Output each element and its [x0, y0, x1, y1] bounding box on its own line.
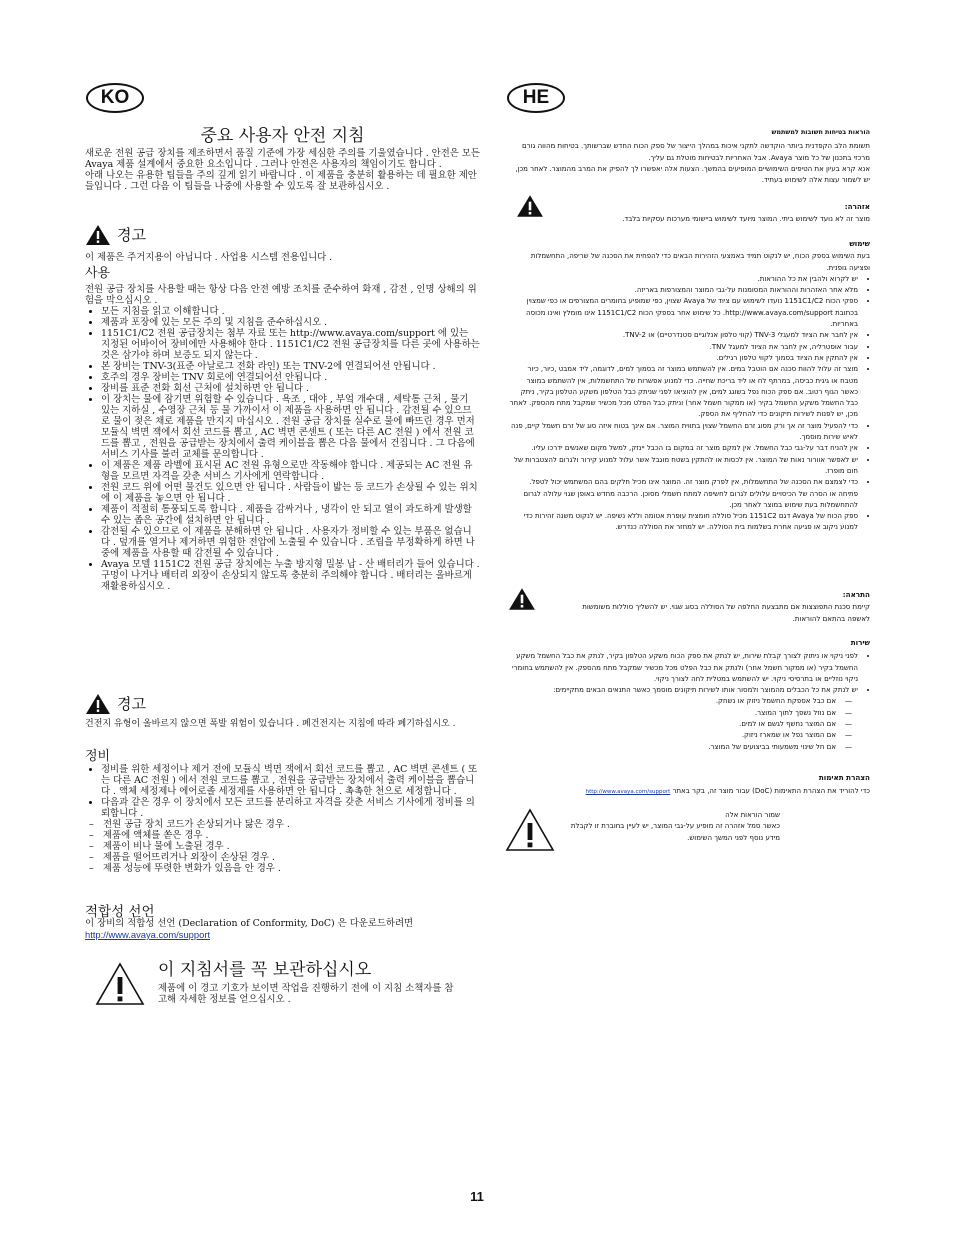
ko-keep-text: 제품에 이 경고 기호가 보이면 작업을 진행하기 전에 이 지침 소책자를 참고해 자세한 정보를 얻으십시오 .	[158, 983, 454, 1005]
ko-warning-2-title: 경고	[117, 694, 146, 713]
he-conformity-section	[508, 772, 870, 799]
ko-keep-title: 이 지침서를 꼭 보관하십시오	[158, 960, 372, 980]
list-item: • 1151C1/C2 전원 공급장치는 첨부 자료 또는 http://www.avaya.com/support 에 있는 지정된 어바이어 장비에만 사용해야 한다 . 1151C1/C2 전원 공급장치를 다른 곳에 사용하는 것은 삼가야 하며 보증도 되지 않는다 .	[101, 328, 480, 361]
list-item: • אין להתקין את הציוד בסמוך לקווי טלפון רגילים.	[508, 353, 858, 364]
warning-triangle-icon	[85, 224, 111, 246]
ko-conformity-text: 이 장비의 적합성 선언 (Declaration of Conformity, DoC) 은 다운로드하려면	[85, 918, 414, 929]
caution-exclamation-icon	[505, 808, 555, 852]
ko-service-cases	[85, 819, 480, 874]
ko-page-title: 중요 사용자 안전 지침	[200, 126, 365, 146]
list-item: • 본 장비는 TNV-3(표준 아날로그 전화 라인) 또는 TNV-2에 연결되어선 안됩니다 .	[101, 361, 480, 372]
ko-intro-paragraph-2: 아래 나오는 유용한 팁들을 주의 깊게 읽기 바랍니다 . 이 제품을 충분히 활용하는 데 필요한 제안들입니다 . 그런 다음 이 팁들을 나중에 사용할 수 있도록 잘 보관하십시오 .	[85, 170, 477, 192]
he-usage-title: שימוש	[849, 239, 870, 248]
he-service-list	[508, 651, 870, 696]
ko-warning-2	[85, 693, 480, 730]
list-item: • מלא אחר האזהרות וההוראות המסומנות על-גבי המוצר והמצורפות באריזה.	[508, 285, 858, 296]
list-item: • 감전될 수 있으므로 이 제품을 분해하면 안 됩니다 . 사용자가 정비할 수 있는 부품은 없습니다 . 덮개를 열거나 제거하면 위험한 전압에 노출될 수 있습니다 . 조립을 부정확하게 하면 나중에 제품을 사용할 때 감전될 수 있습니다 .	[101, 526, 480, 559]
list-item: • יש לקרוא ולהבין את כל ההוראות.	[508, 274, 858, 285]
ko-warning-1-title: 경고	[117, 225, 146, 244]
list-item: — אם חל שינוי משמעותי בביצועים של המוצר.	[508, 742, 836, 753]
list-item: • 정비를 위한 세정이나 제거 전에 모듈식 벽면 잭에서 회선 코드를 뽑고 , AC 벽면 콘센트 ( 또는 다른 AC 전원 ) 에서 전원 코드를 뽑고 , 전원을 공급받는 장치에서 출력 케이블을 뽑습니다 . 액체 세정제나 에어로졸 세정제를 사용하면 안 됩니다 . 촉촉한 천으로 세정합니다 .	[101, 764, 480, 797]
language-badge-he: HE	[507, 83, 565, 113]
ko-warning-1-heading	[85, 224, 480, 246]
list-item: • אין להניח דבר על-גבי כבל החשמל. אין למקם מוצר זה במקום בו הכבל יינזק, למשל מקום שאנשים ידרכו עליו.	[508, 443, 858, 454]
ko-warning-1-text: 이 제품은 주거지용이 아닙니다 . 사업용 시스템 전용입니다 .	[85, 252, 333, 263]
ko-conformity-section	[85, 904, 480, 941]
list-item: • כדי להפעיל מוצר זה אך ורק מסוג זרם החשמל שצוין בתווית המוצר. אם אינך בטוח איזה סוג של זרם חשמל קיים, פנה לאיש שירות מוסמך.	[508, 421, 858, 444]
he-usage-section	[508, 238, 870, 534]
list-item: • עבור אוסטרליה, אין לחבר את הציוד למעגל TNV.	[508, 342, 858, 353]
ko-intro-paragraph-1: 새로운 전원 공급 장치를 제조하면서 품질 기준에 가장 세심한 주의를 기울였습니다 . 안전은 모든 Avaya 제품 설계에서 중요한 요소입니다 . 그러나 안전은 사용자의 책임이기도 합니다 .	[85, 148, 480, 170]
ko-warning-2-heading	[85, 693, 480, 715]
list-item: • 제품이 적절히 통풍되도록 합니다 . 제품을 감싸거나 , 냉각이 안 되고 열이 과도하게 발생할 수 있는 좁은 공간에 설치하면 안 됩니다 .	[101, 504, 480, 526]
list-item: — אם נוזל נשפך לתוך המוצר.	[508, 708, 836, 719]
he-warning-1-title: אזהרה:	[844, 202, 870, 211]
he-intro-paragraph-1: תשומת הלב הקפדנית ביותר הוקדשה לתקני איכות במהלך הייצור של ספק הכוח החדש שברשותך. בטיחות מהווה גורם מרכזי בתכנון של כל מוצר Avaya. אבל האחריות לבטיחות מוטלת גם עליך.	[521, 142, 870, 162]
he-conformity-link[interactable]: http://www.avaya.com/support	[585, 789, 671, 796]
he-service-title: שירות	[850, 638, 870, 647]
list-item: • 모든 지침을 읽고 이해합니다 .	[101, 306, 480, 317]
list-item: – 제품에 액체를 쏟은 경우 .	[103, 830, 480, 841]
list-item: • 이 장치는 물에 잠기면 위험할 수 있습니다 . 욕조 , 대야 , 부엌 개수대 , 세탁통 근처 , 물기 있는 지하실 , 수영장 근처 등 물 가까이서 이 제품을 사용하면 안 됩니다 . 감전될 수 있으므로 물이 젖은 채로 제품을 만지지 마십시오 . 전원 공급 장치를 실수로 물에 빠뜨린 경우 먼저 모듈식 벽면 잭에서 회선 코드를 뽑고 , AC 벽면 콘센트 ( 또는 다른 AC 전원 ) 에서 전원 코드를 뽑고 , 전원을 공급받는 장치에서 출력 케이블을 뽑은 다음 물에서 건집니다 . 그 다음에 서비스 기사를 불러 교체를 문의합니다 .	[101, 394, 480, 460]
list-item: • יש לאפשר אוורור נאות של המוצר. אין לכסות או להתקין בשטח מוגבל אשר עלול למנוע קירור ולגרום להצטברות של חום מופרז.	[508, 455, 858, 478]
list-item: • 다음과 같은 경우 이 장치에서 모든 코드를 분리하고 자격을 갖춘 서비스 기사에게 정비를 의뢰합니다 .	[101, 797, 480, 819]
ko-usage-title: 사용	[85, 266, 111, 281]
list-item: • 호주의 경우 장비는 TNV 회로에 연결되어선 안됩니다 .	[101, 372, 480, 383]
list-item: — אם כבל אספקת החשמל ניזוק או נשחק.	[508, 696, 836, 707]
caution-exclamation-icon	[95, 962, 145, 1006]
he-page-title: הוראות בטיחות חשובות למשתמש	[771, 128, 870, 136]
he-caution-text: קיימת סכנת התפוצצות אם מתבצעת החלפה של הסוללה בסוג שגוי. יש להשליך סוללות משומשות לאשפה בהתאם להוראות.	[582, 603, 870, 623]
he-caution-title: התראה:	[842, 590, 870, 599]
ko-conformity-link[interactable]: http://www.avaya.com/support	[85, 929, 211, 940]
list-item: • לפני ניקוי או ניתוק לצורך קבלת שירות, יש לנתק את ספק הכוח משקע הטלפון בקיר, לנתק את כבל החשמל משקע החשמל בקיר (או ממקור חשמל אחר) ולנתק את כבל הפלט מכל מכשיר שמקבל מתח מהספק. אין להשתמש בחומרי ניקוי נוזליים או בתרסיסי ניקוי. יש להשתמש במטלית לחה לצורך ניקוי.	[508, 651, 858, 685]
list-item: • מוצר זה עלול להוות סכנה אם הוטבל במים. אין להשתמש במוצר זה בסמוך למים, לדוגמה, ליד אמבט ,כיור, כיור מטבח או גיגית כביסה, במרתף לח או ליד בריכת שחייה. כדי למנוע אפשרות של התחשמלות, אין להשתמש במוצר כאשר הגוף רטוב. אם ספק הכוח נפל בשוגג למים, אין להוציאו לפני שניתק כבל הטלפון משקע הטלפון בקיר, ניתק כבל החשמל משקע החשמל בקיר (או ממקור חשמל אחר) וניתק כבל הפלט מכל מכשיר שמקבל מתח מהספק. לאחר מכן, יש לפנות לשירות תיקונים כדי להחליף את הספק.	[508, 364, 858, 420]
ko-service-title: 정비	[85, 749, 111, 764]
ko-warning-1	[85, 224, 480, 263]
list-item: • 이 제품은 제품 라벨에 표시된 AC 전원 유형으로만 작동해야 합니다 . 제공되는 AC 전원 유형을 모르면 자격을 갖춘 서비스 기사에게 연락합니다 .	[101, 460, 480, 482]
he-keep-text: כאשר סמל אזהרה זה מופיע על-גבי המוצר, יש לעיין בחוברת זו לקבלת מידע נוסף לפני המשך השימוש.	[570, 822, 780, 842]
ko-usage-section	[85, 268, 480, 592]
he-warning-1	[570, 201, 870, 226]
ko-warning-2-text: 건전지 유형이 올바르지 않으면 폭발 위험이 있습니다 . 폐건전지는 지침에 따라 폐기하십시오 .	[85, 719, 456, 729]
he-service-cases	[508, 696, 870, 752]
he-warning-1-text: מוצר זה לא נועד לשימוש ביתי. המוצר מיועד לשימוש ביישומי מערכות עסקיות בלבד.	[622, 215, 870, 224]
list-item: • יש לנתק את כל הכבלים מהמוצר ולמסור אותו לשירות תיקונים מוסמך כאשר התנאים הבאים מתקיימים:	[508, 685, 858, 696]
list-item: – 제품을 떨어뜨리거나 외장이 손상된 경우 .	[103, 852, 480, 863]
warning-triangle-icon	[85, 693, 111, 715]
he-caution	[570, 589, 870, 625]
he-usage-intro: בעת השימוש בספק הכוח, יש לנקוט תמיד באמצעי הזהירות הבאים כדי להפחית את הסכנה של שריפה, התחשמלות ופציעה גופנית.	[530, 252, 870, 272]
he-intro	[508, 127, 870, 186]
list-item: • ספקי הכוח 1151C1/C2 נועדו לשימוש עם ציוד של Avaya שצוין, כפי שמופיע בחומרים המצורפים או כפי שמצוין בכתובת http://www.avaya.com/support. כל שימוש אחר בספקי הכוח 1151C1/C2 אינו מומלץ ואינו מכוסה באחריות.	[508, 296, 858, 330]
list-item: • 전원 코드 위에 어떤 물건도 있으면 안 됩니다 . 사람들이 밟는 등 코드가 손상될 수 있는 위치에 이 제품을 놓으면 안 됩니다 .	[101, 482, 480, 504]
ko-usage-intro: 전원 공급 장치를 사용할 때는 항상 다음 안전 예방 조치를 준수하여 화재 , 감전 , 인명 상해의 위험을 막으십시오 .	[85, 284, 477, 306]
list-item: – 제품 성능에 뚜렷한 변화가 있음을 안 경우 .	[103, 863, 480, 874]
ko-service-list	[85, 764, 480, 819]
list-item: — אם המוצר נפל או שמארז ניזוק.	[508, 730, 836, 741]
language-badge-ko: KO	[86, 83, 144, 113]
list-item: — אם המוצר נחשף לגשם או למים.	[508, 719, 836, 730]
he-keep-section	[570, 810, 780, 844]
he-usage-list	[508, 274, 870, 534]
ko-conformity-title: 적합성 선언	[85, 904, 155, 920]
list-item: • אין לחבר את הציוד למעגלי TNV-3 (קווי טלפון אנלוגיים סטנדרטיים) או TNV-2.	[508, 330, 858, 341]
ko-usage-list	[85, 306, 480, 592]
list-item: • 제품과 포장에 있는 모든 주의 및 지침을 준수하십시오 .	[101, 317, 480, 328]
he-intro-paragraph-2: אנא קרא בעיון את הטיפים השימושיים המופיעים בהמשך. הצעות אלה יאפשרו לך להפיק את המרב מהמוצר. לאחר מכן, יש לשמור עצות אלה לשימוש בעתיד.	[515, 164, 870, 185]
he-keep-title: שמור הוראות אלה	[725, 811, 780, 819]
list-item: • Avaya 모델 1151C2 전원 공급 장치에는 누출 방지형 밀봉 납 - 산 배터리가 들어 있습니다 . 구멍이 나거나 배터리 외장이 손상되지 않도록 충분히 주의해야 합니다 . 배터리는 올바르게 재활용하십시오 .	[101, 559, 480, 592]
ko-intro	[85, 148, 480, 192]
list-item: • כדי לצמצם את הסכנה של התחשמלות, אין לפרק מוצר זה. המוצר אינו מכיל חלקים בהם המשתמש יכול לטפל. פתיחה או הסרה של הכיסויים עלולים לגרום לחשיפה למתח חשמלי מסוכן. הרכבה מחדש באופן שגוי עלולה לגרום להתחשמלות בעת שימוש במוצר לאחר מכן.	[508, 477, 858, 511]
ko-service-section	[85, 751, 480, 874]
list-item: • ספק הכוח של Avaya דגם 1151C2 מכיל סוללה חומצית עופרת אטומה וללא נשיפה. יש לנקוט משנה זהירות כדי למנוע ניקוב או פגיעה אחרת בשלמות בית הסוללה. יש למחזר את הסוללה כנדרש.	[508, 511, 858, 534]
warning-triangle-icon	[516, 194, 544, 218]
he-conformity-text: כדי להוריד את הצהרת התאימות (DoC) עבור מוצר זה, בקר באתר	[672, 787, 870, 796]
list-item: – 전원 공급 장치 코드가 손상되거나 닳은 경우 .	[103, 819, 480, 830]
page-number: 11	[470, 1189, 484, 1204]
he-conformity-title: הצהרת תאימות	[818, 773, 870, 782]
list-item: – 제품이 비나 물에 노출된 경우 .	[103, 841, 480, 852]
warning-triangle-icon	[508, 587, 536, 611]
he-service-section	[508, 637, 870, 753]
list-item: • 장비를 표준 전화 회선 근처에 설치하면 안 됩니다 .	[101, 383, 480, 394]
